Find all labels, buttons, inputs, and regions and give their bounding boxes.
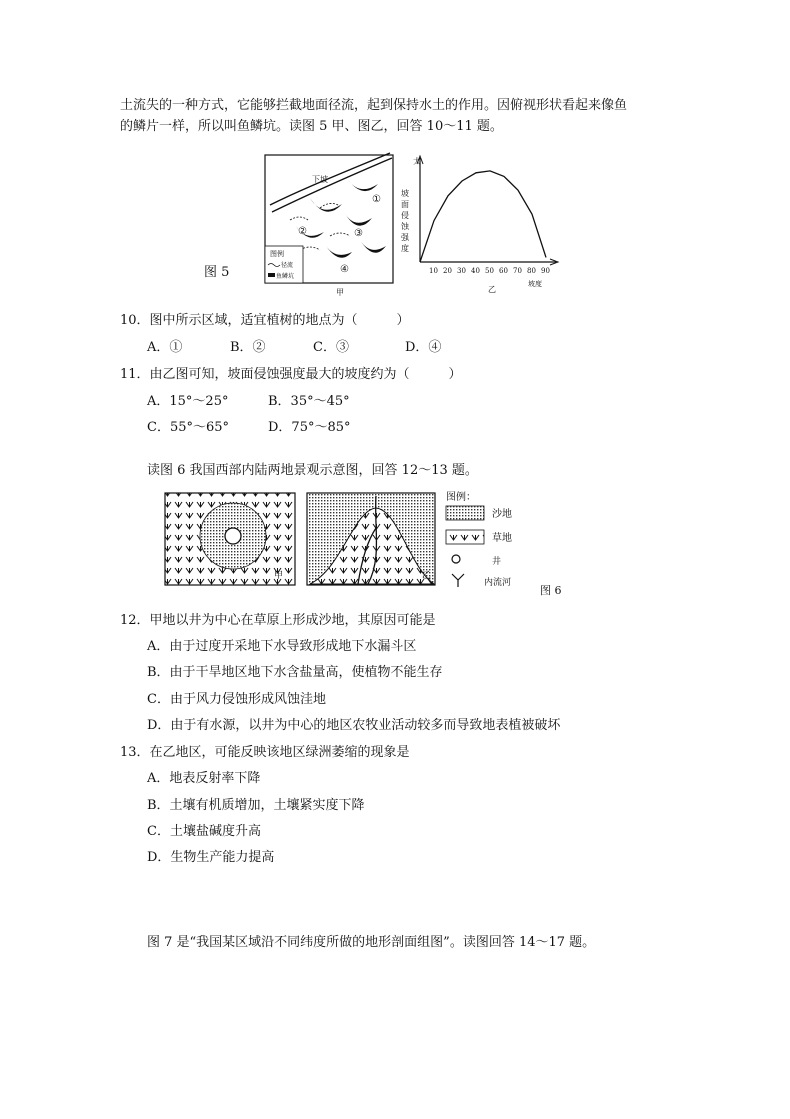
q13-option-c: C．土壤盐碱度升高 [147, 824, 261, 839]
q11-option-b: B．35°～45° [268, 394, 350, 409]
q13-stem: 13．在乙地区，可能反映该地区绿洲萎缩的现象是 [120, 745, 410, 760]
y-top-label: 大 [413, 157, 421, 166]
legend-title: 图例 [270, 250, 284, 258]
legend-grass-symbol [446, 530, 484, 544]
fig6-jia-label: 甲 [274, 571, 284, 581]
x-tick-label: 70 [513, 267, 522, 275]
legend-well-label: 井 [492, 557, 502, 567]
fig5-yi-sublabel: 乙 [488, 285, 496, 294]
x-tick-label: 60 [499, 267, 508, 275]
x-axis-label: 坡度 [528, 280, 542, 288]
fig5-caption: 图 5 [204, 265, 230, 280]
erosion-curve [420, 171, 546, 262]
y-label-char: 面 [401, 200, 409, 209]
legend-sand-symbol [446, 506, 484, 520]
y-label-char: 坡 [401, 189, 409, 198]
fig7-intro: 图 7 是“我国某区域沿不同纬度所做的地形剖面组图”。读图回答 14～17 题。 [147, 935, 596, 950]
x-tick-label: 30 [457, 267, 466, 275]
q11-option-c: C．55°～65° [147, 420, 230, 435]
x-tick-label: 80 [527, 267, 536, 275]
point-2: ② [298, 226, 307, 237]
q11-stem: 11．由乙图可知，坡面侵蚀强度最大的坡度约为（ ） [120, 367, 462, 382]
legend-sand-label: 沙地 [492, 509, 512, 520]
q10-option-c: C．③ [313, 340, 349, 355]
q10-stem: 10．图中所示区域，适宜植树的地点为（ ） [120, 313, 410, 328]
slope-label: 下坡 [312, 175, 328, 184]
fig5-yi-chart [401, 156, 558, 294]
q13-option-d: D．生物生产能力提高 [147, 850, 275, 865]
intro-line-2: 的鳞片一样，所以叫鱼鳞坑。读图 5 甲、图乙，回答 10～11 题。 [120, 119, 503, 134]
fig6-legend-title: 图例： [446, 492, 476, 503]
x-tick-label: 20 [443, 267, 452, 275]
fig6-intro: 读图 6 我国西部内陆两地景观示意图，回答 12～13 题。 [147, 463, 478, 478]
point-1: ① [372, 194, 381, 205]
q12-option-c: C．由于风力侵蚀形成风蚀洼地 [147, 692, 326, 707]
legend-river-label: 内流河 [484, 578, 512, 588]
figure-5 [260, 150, 560, 298]
legend-grass-label: 草地 [492, 533, 512, 544]
q11-option-d: D．75°～85° [268, 420, 351, 435]
q10-option-d: D．④ [405, 340, 442, 355]
q12-option-d: D．由于有水源，以井为中心的地区农牧业活动较多而导致地表植被破坏 [147, 718, 561, 733]
x-tick-label: 90 [541, 267, 550, 275]
q10-option-b: B．② [230, 340, 266, 355]
fig5-jia-sublabel: 甲 [336, 288, 344, 297]
x-tick-label: 10 [429, 267, 438, 275]
figure-6 [162, 488, 572, 600]
y-label-char: 蚀 [401, 222, 409, 231]
y-label-char: 强 [401, 233, 409, 242]
point-3: ③ [354, 228, 363, 239]
fig6-yi-label: 乙 [422, 571, 432, 581]
x-tick-label: 50 [485, 267, 494, 275]
q13-option-a: A．地表反射率下降 [147, 771, 261, 786]
q11-option-a: A．15°～25° [147, 394, 229, 409]
y-axis-label [401, 188, 410, 253]
q12-option-b: B．由于干旱地区地下水含盐量高，使植物不能生存 [147, 665, 443, 680]
legend-runoff-label: 径流 [281, 262, 294, 269]
intro-line-1: 土流失的一种方式，它能够拦截地面径流，起到保持水土的作用。因俯视形状看起来像鱼 [120, 98, 628, 113]
q12-stem: 12．甲地以井为中心在草原上形成沙地，其原因可能是 [120, 613, 436, 628]
q13-option-b: B．土壤有机质增加，土壤紧实度下降 [147, 798, 365, 813]
x-tick-labels [429, 267, 550, 275]
x-tick-label: 40 [471, 267, 480, 275]
legend-pit-symbol [268, 273, 275, 277]
point-4: ④ [340, 264, 349, 275]
legend-river-symbol [452, 574, 464, 587]
y-label-char: 度 [401, 244, 409, 253]
legend-well-symbol [452, 555, 460, 563]
q10-option-a: A．① [147, 340, 183, 355]
well-symbol [225, 528, 241, 544]
q12-option-a: A．由于过度开采地下水导致形成地下水漏斗区 [147, 639, 417, 654]
legend-pit-label: 鱼鳞坑 [276, 273, 295, 280]
y-label-char: 侵 [401, 211, 409, 220]
fig6-caption: 图 6 [540, 584, 562, 597]
